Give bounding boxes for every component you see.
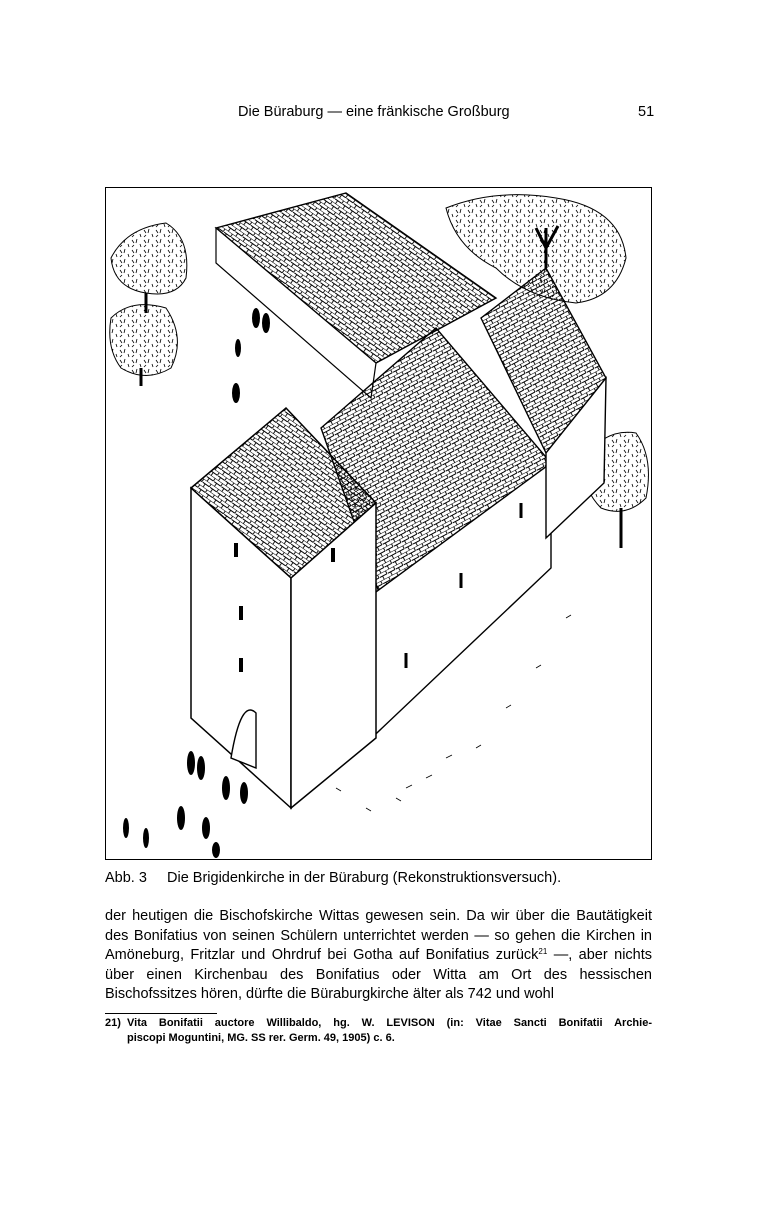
church-illustration [106, 188, 651, 859]
caption-text: Die Brigidenkirche in der Büraburg (Rekonstruktionsversuch). [167, 870, 562, 886]
tree-left-top [111, 223, 187, 313]
figure-church-reconstruction [105, 187, 652, 860]
body-text-part1: der heutigen die Bischofskirche Wittas gewesen sein. Da wir über die Bautätigkeit des Bonifatius von seinen Schülern unterrichtet werden — so gehen die Kirchen in Amöneburg, Fritzlar und Ohrdruf bei Gotha auf Bonifatius zurück [105, 908, 652, 964]
footnote-21 [105, 1016, 652, 1046]
figure-caption [105, 870, 561, 886]
body-text-part2: —, aber nichts über einen Kirchenbau des Bonifatius oder Witta am Ort des hessischen Bischofssitzes hören, dürfte die Büraburgkirche älter als 742 und wohl [105, 947, 653, 1003]
running-header-title: Die Büraburg — eine fränkische Großburg [238, 104, 510, 120]
body-paragraph [105, 907, 652, 1005]
footnote-line-2: piscopi Moguntini, MG. SS rer. Germ. 49, 1905) c. 6. [127, 1032, 395, 1044]
footnote-number: 21) [105, 1017, 121, 1029]
tree-left-bottom [110, 305, 178, 386]
caption-label: Abb. 3 [105, 870, 147, 886]
footnote-line-1 [105, 1016, 652, 1031]
page-number: 51 [638, 104, 655, 120]
footnote-reference[interactable]: 21 [538, 947, 548, 957]
footnote-divider [105, 1013, 217, 1014]
footnote-text-1: Vita Bonifatii auctore Willibaldo, hg. W. LEVISON (in: Vitae Sancti Bonifatii Archie- [127, 1017, 652, 1029]
